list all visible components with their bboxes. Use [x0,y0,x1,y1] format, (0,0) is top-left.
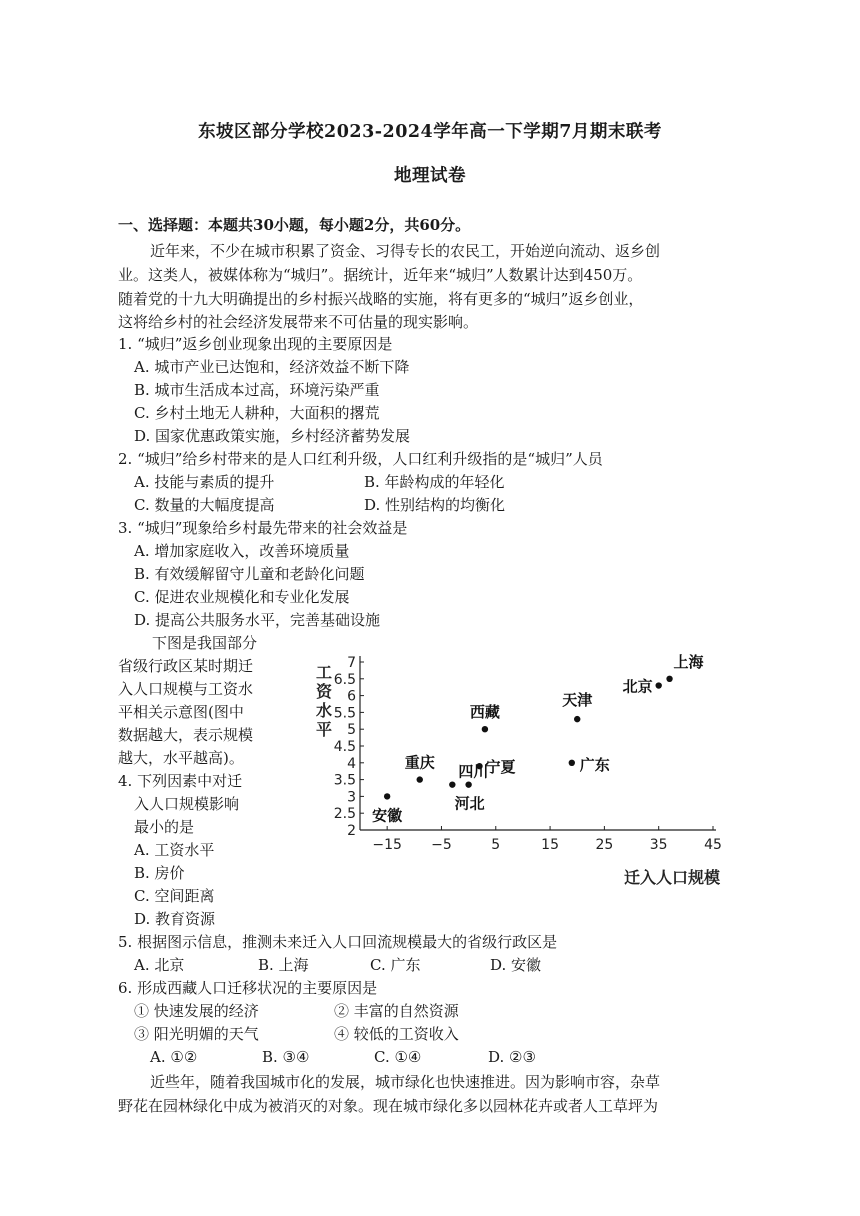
statement-item: ② 丰富的自然资源 [334,1002,459,1020]
question-stem: 4. 下列因素中对迁 [118,772,243,790]
point-北京 [655,682,661,688]
passage-line: 随着党的十九大明确提出的乡村振兴战略的实施，将有更多的“城归”返乡创业， [118,290,644,308]
x-tick-label: 5 [491,837,501,853]
figure-intro-line: 越大，水平越高)。 [118,749,244,767]
exam-title: 东坡区部分学校2023-2024学年高一下学期7月期末联考 [198,122,662,142]
point-四川 [449,781,455,787]
point-上海 [666,676,672,682]
passage-line: 这将给乡村的社会经济发展带来不可估量的现实影响。 [118,313,479,331]
option-c: C. 空间距离 [134,887,215,905]
y-tick-label: 6.5 [333,671,356,688]
option-c: C. 乡村土地无人耕种，大面积的撂荒 [134,404,380,422]
y-axis-label: 工 [315,663,333,682]
x-tick-label: 15 [541,837,559,853]
option-c: C. 广东 [370,956,421,974]
option-a: A. ①② [150,1048,198,1066]
option-c: C. 促进农业规模化和专业化发展 [134,588,350,606]
option-a: A. 技能与素质的提升 [134,473,275,491]
y-tick-label: 5 [347,722,356,739]
y-tick-label: 5.5 [333,705,356,722]
x-tick-label: 35 [649,837,668,853]
x-tick-label: −15 [372,837,402,853]
figure-intro-line: 入人口规模与工资水 [118,680,254,698]
y-tick-label: 3.5 [333,772,356,789]
y-tick-label: 3 [347,789,356,806]
migration-wage-chart [300,640,740,900]
point-河北 [465,781,471,787]
exam-subtitle: 地理试卷 [394,166,466,186]
statement-item: ④ 较低的工资收入 [334,1025,459,1043]
option-d: D. 安徽 [490,956,542,974]
x-tick-label: 45 [704,837,722,853]
figure-intro-line: 数据越大，表示规模 [118,726,254,744]
option-d: D. 性别结构的均衡化 [364,496,506,514]
passage-line: 近年来，不少在城市积累了资金、习得专长的农民工，开始逆向流动、返乡创 [150,242,661,260]
point-label: 广东 [579,755,610,774]
y-tick-label: 2 [347,823,356,839]
y-tick-label: 2.5 [333,806,356,823]
point-label: 河北 [454,794,485,813]
option-d: D. 提高公共服务水平，完善基础设施 [134,611,381,629]
x-tick-label: −5 [431,837,452,853]
option-a: A. 城市产业已达饱和，经济效益不断下降 [134,358,410,376]
point-label: 西藏 [469,703,500,722]
point-label: 四川 [458,762,489,781]
section-heading: 一、选择题：本题共30小题，每小题2分，共60分。 [118,216,471,234]
figure-intro-line: 下图是我国部分 [152,634,258,652]
y-axis-label: 资 [315,682,333,701]
point-广东 [569,760,575,766]
statement-item: ① 快速发展的经济 [134,1002,259,1020]
question-stem: 3. “城归”现象给乡村最先带来的社会效益是 [118,519,408,537]
option-c: C. 数量的大幅度提高 [134,496,275,514]
passage-line: 业。这类人，被媒体称为“城归”。据统计，近年来“城归”人数累计达到450万。 [118,266,643,284]
option-a: A. 增加家庭收入，改善环境质量 [134,542,350,560]
y-axis-label: 平 [315,720,333,739]
y-axis-label: 水 [315,701,333,720]
question-stem: 5. 根据图示信息，推测未来迁入人口回流规模最大的省级行政区是 [118,933,558,951]
option-b: B. 有效缓解留守儿童和老龄化问题 [134,565,365,583]
option-c: C. ①④ [374,1048,422,1066]
point-label: 安徽 [372,806,403,825]
point-label: 天津 [562,691,593,710]
point-天津 [574,716,580,722]
y-tick-label: 7 [347,655,356,671]
option-b: B. 年龄构成的年轻化 [364,473,505,491]
option-b: B. 上海 [258,956,309,974]
x-axis-label: 迁入人口规模 [623,868,720,887]
point-label: 北京 [622,677,653,696]
question-stem: 1. “城归”返乡创业现象出现的主要原因是 [118,335,393,353]
option-b: B. 城市生活成本过高，环境污染严重 [134,381,380,399]
y-tick-label: 4 [347,755,356,772]
point-label: 上海 [673,652,704,671]
point-label: 重庆 [404,753,435,772]
passage-line: 近些年，随着我国城市化的发展，城市绿化也快速推进。因为影响市容，杂草 [150,1073,661,1091]
y-tick-label: 6 [347,688,356,705]
statement-item: ③ 阳光明媚的天气 [134,1025,259,1043]
figure-intro-line: 省级行政区某时期迁 [118,657,254,675]
option-a: A. 工资水平 [134,841,215,859]
x-tick-label: 25 [595,837,614,853]
point-西藏 [482,726,488,732]
option-d: D. 教育资源 [134,910,216,928]
option-b: B. ③④ [262,1048,310,1066]
option-a: A. 北京 [134,956,185,974]
point-重庆 [417,776,423,782]
chart-marks [372,653,704,825]
option-d: D. 国家优惠政策实施，乡村经济蓄势发展 [134,427,411,445]
point-label: 宁夏 [485,758,516,777]
y-tick-label: 4.5 [333,739,356,755]
option-d: D. ②③ [488,1048,536,1066]
question-stem-cont: 最小的是 [134,818,195,836]
question-stem-cont: 入人口规模影响 [134,795,240,813]
option-b: B. 房价 [134,864,185,882]
question-stem: 6. 形成西藏人口迁移状况的主要原因是 [118,979,378,997]
figure-intro-line: 平相关示意图(图中 [118,703,244,721]
chart-axes [315,652,722,887]
point-安徽 [384,793,390,799]
passage-line: 野花在园林绿化中成为被消灭的对象。现在城市绿化多以园林花卉或者人工草坪为 [118,1097,659,1115]
question-stem: 2. “城归”给乡村带来的是人口红利升级，人口红利升级指的是“城归”人员 [118,450,603,468]
